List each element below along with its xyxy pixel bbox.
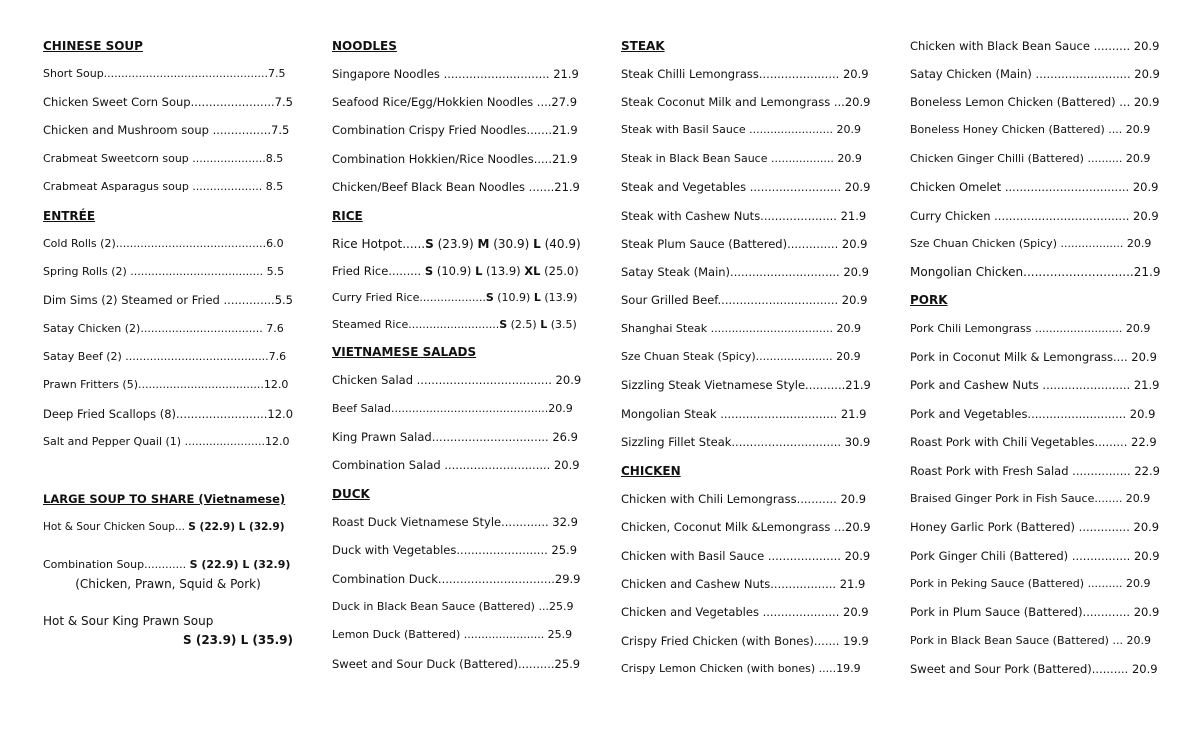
size-small: S [425, 237, 434, 251]
section-heading-large-soup: LARGE SOUP TO SHARE (Vietnamese) [43, 492, 286, 506]
menu-item: Combination Hokkien/Rice Noodles.....21.9 [332, 152, 578, 166]
size-xl: XL [524, 264, 541, 278]
menu-item: Duck in Black Bean Sauce (Battered) ...25.9 [332, 600, 574, 613]
menu-item: Singapore Noodles ............................. 21.9 [332, 67, 579, 81]
section-heading-duck: DUCK [332, 487, 370, 501]
menu-item: Chicken with Black Bean Sauce .......... 20.9 [910, 39, 1160, 53]
item-name-king-prawn-soup: Hot & Sour King Prawn Soup [43, 614, 214, 628]
price-xl: (25.0) [540, 264, 579, 278]
menu-item-rice [332, 317, 582, 333]
menu-item: Roast Pork with Fresh Salad ................ 22.9 [910, 464, 1160, 478]
menu-item: Mongolian Chicken.............................21.9 [910, 265, 1161, 279]
item-name: Hot & Sour Chicken Soup... [43, 521, 189, 533]
item-prices: S (22.9) L (32.9) [189, 558, 291, 571]
price-small: (2.5) [507, 318, 541, 331]
menu-item: Steak and Vegetables ......................... 20.9 [621, 180, 871, 194]
menu-item-rice [332, 263, 582, 279]
price-large: (40.9) [540, 237, 581, 251]
menu-item: Steak Chilli Lemongrass...................... 20.9 [621, 67, 869, 81]
menu-item: Sweet and Sour Pork (Battered).......... 20.9 [910, 662, 1158, 676]
menu-item: Sze Chuan Chicken (Spicy) .................. 20.9 [910, 237, 1152, 250]
menu-item: Pork and Vegetables........................... 20.9 [910, 407, 1156, 421]
menu-item: Satay Chicken (2)................................... 7.6 [43, 322, 284, 335]
menu-item: Chicken Salad ..................................... 20.9 [332, 373, 582, 387]
size-small: S [499, 318, 508, 331]
menu-item: Chicken and Mushroom soup ................7.5 [43, 123, 290, 137]
menu-item: Pork in Coconut Milk & Lemongrass.... 20.9 [910, 350, 1157, 364]
size-large: L [533, 237, 541, 251]
item-name: Fried Rice......... [332, 264, 425, 278]
price-small: (10.9) [433, 264, 476, 278]
menu-item: Prawn Fritters (5)....................................12.0 [43, 378, 289, 391]
item-note: (Chicken, Prawn, Squid & Pork) [75, 577, 261, 591]
menu-item: Satay Chicken (Main) .......................... 20.9 [910, 67, 1160, 81]
menu-item: Combination Salad ............................. 20.9 [332, 458, 580, 472]
size-small: S [424, 264, 434, 278]
menu-item: Chicken with Basil Sauce .................... 20.9 [621, 549, 871, 563]
menu-item: Sze Chuan Steak (Spicy)...................... 20.9 [621, 350, 861, 363]
price-medium: (30.9) [489, 237, 534, 251]
menu-item: Lemon Duck (Battered) ....................... 25.9 [332, 628, 573, 641]
item-prices-king-prawn-soup: S (23.9) L (35.9) [183, 633, 293, 647]
menu-item: Steak with Basil Sauce ........................ 20.9 [621, 123, 862, 136]
menu-item: Combination Duck................................29.9 [332, 572, 581, 586]
menu-item: Steak with Cashew Nuts..................... 21.9 [621, 209, 867, 223]
menu-item: Seafood Rice/Egg/Hokkien Noodles ....27.9 [332, 95, 578, 109]
section-heading-entree: ENTRÉE [43, 209, 96, 223]
menu-item: Steak in Black Bean Sauce .................. 20.9 [621, 152, 862, 165]
size-large: L [533, 291, 541, 304]
menu-item: Chicken Sweet Corn Soup.......................7.5 [43, 95, 293, 109]
menu-item: Chicken and Vegetables ..................... 20.9 [621, 605, 869, 619]
menu-item: Pork Ginger Chili (Battered) ................ 20.9 [910, 549, 1160, 563]
section-heading-pork: PORK [910, 293, 948, 307]
menu-item: Braised Ginger Pork in Fish Sauce........ 20.9 [910, 492, 1151, 505]
section-heading-vietnamese-salads: VIETNAMESE SALADS [332, 345, 477, 359]
menu-item-rice [332, 290, 582, 306]
menu-item: Sour Grilled Beef................................. 20.9 [621, 293, 868, 307]
menu-item: Curry Chicken ..................................... 20.9 [910, 209, 1159, 223]
menu-item: Shanghai Steak ................................... 20.9 [621, 322, 861, 335]
menu-item: Roast Duck Vietnamese Style............. 32.9 [332, 515, 578, 529]
section-heading-rice: RICE [332, 209, 363, 223]
item-name: Combination Soup............ [43, 558, 190, 571]
item-name: Curry Fried Rice................... [332, 291, 486, 304]
menu-item: Boneless Honey Chicken (Battered) .... 20.9 [910, 123, 1151, 136]
menu-item: Honey Garlic Pork (Battered) .............. 20.9 [910, 520, 1160, 534]
menu-item: Mongolian Steak ................................ 21.9 [621, 407, 867, 421]
menu-item: Crispy Fried Chicken (with Bones)....... 19.9 [621, 634, 869, 648]
menu-item: Steak Coconut Milk and Lemongrass ...20.9 [621, 95, 871, 109]
size-small: S [485, 291, 494, 304]
menu-item: Chicken/Beef Black Bean Noodles .......21.9 [332, 180, 580, 194]
section-heading-chicken: CHICKEN [621, 464, 681, 478]
menu-item: Cold Rolls (2)...........................................6.0 [43, 237, 284, 250]
section-heading-chinese-soup: CHINESE SOUP [43, 39, 143, 53]
menu-item: Crabmeat Asparagus soup .................... 8.5 [43, 180, 284, 193]
menu-item: Chicken and Cashew Nuts.................. 21.9 [621, 577, 866, 591]
menu-item: Chicken with Chili Lemongrass........... 20.9 [621, 492, 867, 506]
menu-item: Chicken Omelet .................................. 20.9 [910, 180, 1159, 194]
section-heading-noodles: NOODLES [332, 39, 397, 53]
price-large: (3.5) [547, 318, 577, 331]
menu-item: Roast Pork with Chili Vegetables......... 22.9 [910, 435, 1157, 449]
item-name: Rice Hotpot...... [332, 237, 426, 251]
price-large: (13.9) [482, 264, 525, 278]
menu-item: Satay Beef (2) .........................................7.6 [43, 350, 287, 363]
menu-item: Short Soup...............................................7.5 [43, 67, 286, 80]
price-small: (10.9) [493, 291, 534, 304]
menu-item: Beef Salad.............................................20.9 [332, 402, 573, 415]
size-large: L [475, 264, 483, 278]
menu-item: Pork in Peking Sauce (Battered) .......... 20.9 [910, 577, 1151, 590]
menu-item: Chicken Ginger Chilli (Battered) .......... 20.9 [910, 152, 1151, 165]
menu-item: Deep Fried Scallops (8).........................12.0 [43, 407, 294, 421]
menu-item: Satay Steak (Main).............................. 20.9 [621, 265, 869, 279]
section-heading-steak: STEAK [621, 39, 665, 53]
menu-item: Sizzling Steak Vietnamese Style...........21.9 [621, 378, 871, 392]
price-large: (13.9) [540, 291, 578, 304]
menu-item-hot-sour-chicken [43, 519, 293, 535]
menu-item-combination-soup [43, 557, 293, 573]
menu-item: Pork Chili Lemongrass ......................... 20.9 [910, 322, 1151, 335]
menu-item: Dim Sims (2) Steamed or Fried ..............5.5 [43, 293, 293, 307]
menu-item: Boneless Lemon Chicken (Battered) ... 20.9 [910, 95, 1160, 109]
menu-item: King Prawn Salad................................ 26.9 [332, 430, 578, 444]
price-small: (23.9) [433, 237, 478, 251]
menu-item: Spring Rolls (2) ...................................... 5.5 [43, 265, 285, 278]
size-medium: M [477, 237, 490, 251]
menu-item: Pork and Cashew Nuts ........................ 21.9 [910, 378, 1160, 392]
menu-item: Crispy Lemon Chicken (with bones) .....19.9 [621, 662, 861, 675]
menu-item-rice [332, 236, 582, 252]
menu-item: Pork in Plum Sauce (Battered)............. 20.9 [910, 605, 1160, 619]
menu-item: Sizzling Fillet Steak.............................. 30.9 [621, 435, 871, 449]
menu-item: Duck with Vegetables......................... 25.9 [332, 543, 578, 557]
menu-item: Steak Plum Sauce (Battered).............. 20.9 [621, 237, 868, 251]
size-large: L [540, 318, 548, 331]
menu-item: Crabmeat Sweetcorn soup .....................8.5 [43, 152, 284, 165]
menu-item: Chicken, Coconut Milk &Lemongrass ...20.9 [621, 520, 871, 534]
menu-item: Salt and Pepper Quail (1) .......................12.0 [43, 435, 290, 448]
item-name: Steamed Rice.......................... [332, 318, 500, 331]
menu-item: Pork in Black Bean Sauce (Battered) ... 20.9 [910, 634, 1151, 647]
menu-item: Combination Crispy Fried Noodles.......21.9 [332, 123, 578, 137]
item-prices: S (22.9) L (32.9) [188, 521, 285, 533]
menu-item: Sweet and Sour Duck (Battered)..........25.9 [332, 657, 581, 671]
